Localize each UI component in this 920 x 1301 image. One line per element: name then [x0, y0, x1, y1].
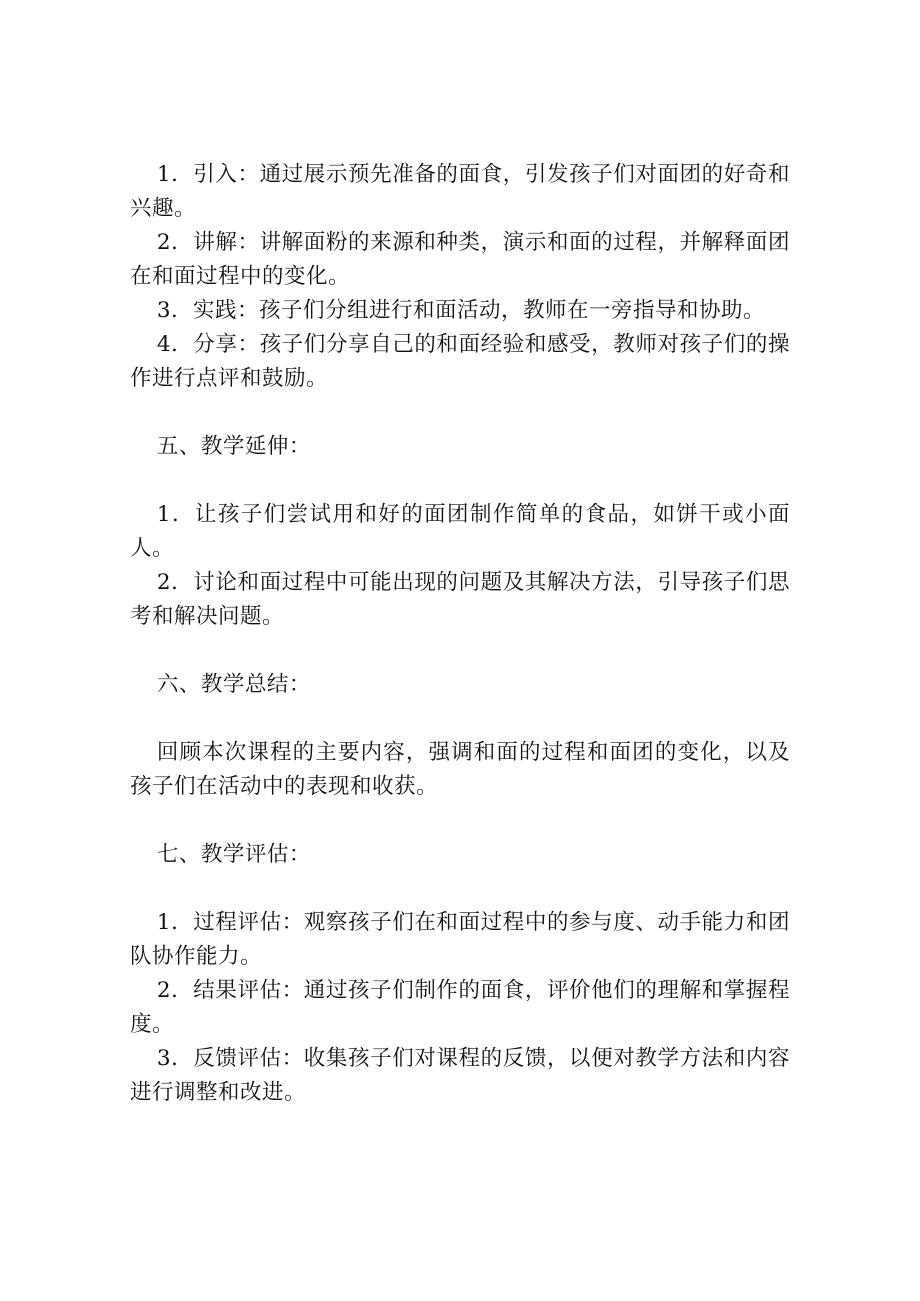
procedure-item-2: 2．讲解：讲解面粉的来源和种类，演示和面的过程，并解释面团在和面过程中的变化。	[130, 230, 790, 289]
evaluation-item-1: 1．过程评估：观察孩子们在和面过程中的参与度、动手能力和团队协作能力。	[130, 910, 790, 969]
section-gap	[130, 464, 790, 498]
section-gap	[130, 872, 790, 906]
procedure-item-4: 4．分享：孩子们分享自己的和面经验和感受，教师对孩子们的操作进行点评和鼓励。	[130, 332, 790, 391]
extension-heading: 五、教学延伸：	[156, 434, 311, 459]
extension-item-2: 2．讨论和面过程中可能出现的问题及其解决方法，引导孩子们思考和解决问题。	[130, 570, 790, 629]
section-gap	[130, 634, 790, 668]
procedure-item-1: 1．引入：通过展示预先准备的面食，引发孩子们对面团的好奇和兴趣。	[130, 162, 790, 221]
evaluation-section	[130, 838, 790, 1110]
summary-heading: 六、教学总结：	[156, 672, 311, 697]
section-gap	[130, 702, 790, 736]
extension-section	[130, 430, 790, 634]
summary-text: 回顾本次课程的主要内容，强调和面的过程和面团的变化，以及孩子们在活动中的表现和收获。	[130, 740, 790, 799]
evaluation-item-2: 2．结果评估：通过孩子们制作的面食，评价他们的理解和掌握程度。	[130, 978, 790, 1037]
evaluation-heading: 七、教学评估：	[156, 842, 311, 867]
extension-item-1: 1．让孩子们尝试用和好的面团制作简单的食品，如饼干或小面人。	[130, 502, 790, 561]
evaluation-item-3: 3．反馈评估：收集孩子们对课程的反馈，以便对教学方法和内容进行调整和改进。	[130, 1046, 790, 1105]
section-gap	[130, 804, 790, 838]
summary-section	[130, 668, 790, 804]
procedure-section	[130, 158, 790, 396]
document-page	[130, 158, 790, 1110]
section-gap	[130, 396, 790, 430]
procedure-item-3: 3．实践：孩子们分组进行和面活动，教师在一旁指导和协助。	[156, 298, 766, 323]
